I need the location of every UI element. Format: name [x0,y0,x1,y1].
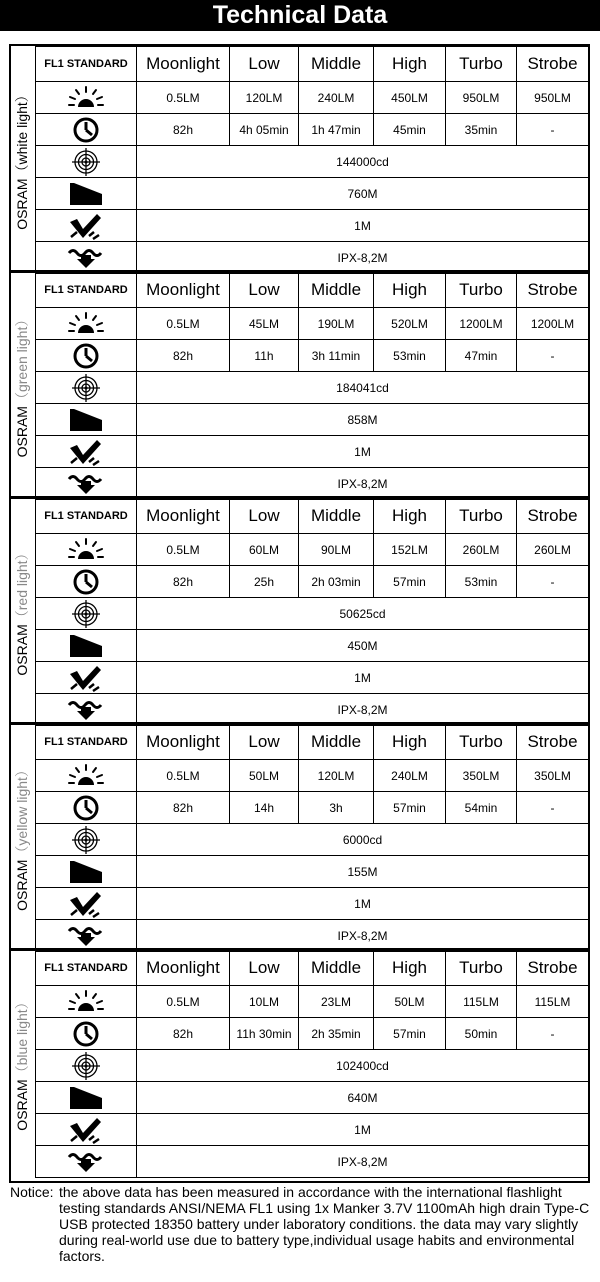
impact-row [36,436,589,468]
runtime-value: 82h [137,340,230,372]
output-value: 23LM [299,986,374,1018]
distance-row [36,630,589,662]
impact-icon-cell [36,210,137,242]
brand-label: OSRAM [14,177,30,230]
light-color-label: （yellow light） [14,762,30,860]
header-row [36,725,589,760]
output-value: 0.5LM [137,82,230,114]
runtime-value: 11h [230,340,299,372]
intensity-value: 50625cd [137,598,589,630]
header-row [36,951,589,986]
output-row [36,986,589,1018]
runtime-row [36,340,589,372]
runtime-value: 11h 30min [230,1018,299,1050]
output-value: 240LM [374,760,446,792]
output-value: 350LM [446,760,517,792]
spec-block [9,950,588,1175]
spec-table [35,724,589,952]
output-row [36,82,589,114]
mode-moonlight: Moonlight [137,499,230,534]
water-icon-cell [36,242,137,274]
output-value: 1200LM [446,308,517,340]
mode-turbo: Turbo [446,499,517,534]
distance-icon-cell [36,178,137,210]
impact-value: 1M [137,1114,589,1146]
intensity-icon-cell [36,372,137,404]
runtime-value: 47min [446,340,517,372]
light-label [9,272,35,497]
beam-distance-icon [68,181,104,207]
output-value: 50LM [374,986,446,1018]
water-resistance-icon [66,246,106,270]
water-row [36,920,589,952]
water-icon-cell [36,694,137,726]
output-value: 190LM [299,308,374,340]
runtime-value: - [517,566,589,598]
impact-row [36,1114,589,1146]
water-icon-cell [36,468,137,500]
runtime-value: 2h 35min [299,1018,374,1050]
runtime-clock-icon [72,568,100,596]
intensity-target-icon [71,825,101,855]
impact-resistance-icon [68,890,104,918]
runtime-value: - [517,114,589,146]
runtime-value: 3h 11min [299,340,374,372]
beam-distance-icon [68,859,104,885]
runtime-row [36,1018,589,1050]
distance-icon-cell [36,856,137,888]
lumens-burst-icon [68,764,104,788]
runtime-value: - [517,792,589,824]
runtime-row [36,566,589,598]
intensity-value: 184041cd [137,372,589,404]
page-title: Technical Data [0,0,600,31]
runtime-row [36,114,589,146]
runtime-value: - [517,1018,589,1050]
distance-row [36,178,589,210]
water-resistance-icon [66,472,106,496]
water-row [36,1146,589,1178]
impact-row [36,888,589,920]
mode-strobe: Strobe [517,499,589,534]
distance-value: 450M [137,630,589,662]
intensity-row [36,598,589,630]
runtime-value: 54min [446,792,517,824]
mode-low: Low [230,951,299,986]
light-label [9,724,35,949]
runtime-icon-cell [36,1018,137,1050]
standard-label: FL1 STANDARD [36,273,137,308]
block-separator [9,948,588,951]
runtime-value: 1h 47min [299,114,374,146]
impact-row [36,210,589,242]
brand-label: OSRAM [14,1078,30,1131]
beam-distance-icon [68,407,104,433]
runtime-value: 57min [374,792,446,824]
impact-icon-cell [36,888,137,920]
mode-turbo: Turbo [446,951,517,986]
standard-label: FL1 STANDARD [36,951,137,986]
water-resistance-icon [66,1150,106,1174]
impact-value: 1M [137,210,589,242]
water-value: IPX-8,2M [137,694,589,726]
output-value: 120LM [230,82,299,114]
water-value: IPX-8,2M [137,920,589,952]
spec-table [35,272,589,500]
spec-block [9,272,588,497]
water-icon-cell [36,1146,137,1178]
intensity-target-icon [71,1051,101,1081]
water-row [36,242,589,274]
block-separator [9,722,588,725]
lumens-burst-icon [68,538,104,562]
light-label [9,46,35,271]
mode-strobe: Strobe [517,273,589,308]
output-value: 1200LM [517,308,589,340]
impact-row [36,662,589,694]
standard-label: FL1 STANDARD [36,499,137,534]
mode-moonlight: Moonlight [137,273,230,308]
mode-low: Low [230,47,299,82]
runtime-value: - [517,340,589,372]
runtime-clock-icon [72,342,100,370]
impact-value: 1M [137,436,589,468]
output-value: 90LM [299,534,374,566]
impact-value: 1M [137,888,589,920]
runtime-value: 82h [137,792,230,824]
output-value: 520LM [374,308,446,340]
mode-turbo: Turbo [446,273,517,308]
runtime-value: 25h [230,566,299,598]
mode-moonlight: Moonlight [137,725,230,760]
output-value: 115LM [517,986,589,1018]
output-value: 120LM [299,760,374,792]
water-row [36,468,589,500]
light-color-label: （blue light） [14,994,30,1079]
mode-strobe: Strobe [517,951,589,986]
header-row [36,273,589,308]
water-resistance-icon [66,924,106,948]
runtime-row [36,792,589,824]
output-value: 350LM [517,760,589,792]
light-label [9,950,35,1175]
light-color-label: （red light） [14,545,30,624]
mode-low: Low [230,725,299,760]
light-color-label: （white light） [14,87,30,178]
output-value: 260LM [517,534,589,566]
impact-resistance-icon [68,1116,104,1144]
intensity-target-icon [71,373,101,403]
runtime-icon-cell [36,566,137,598]
runtime-value: 45min [374,114,446,146]
mode-strobe: Strobe [517,47,589,82]
output-value: 50LM [230,760,299,792]
intensity-row [36,372,589,404]
runtime-icon-cell [36,792,137,824]
mode-turbo: Turbo [446,725,517,760]
impact-value: 1M [137,662,589,694]
mode-middle: Middle [299,499,374,534]
output-icon-cell [36,308,137,340]
output-value: 152LM [374,534,446,566]
distance-row [36,856,589,888]
runtime-value: 14h [230,792,299,824]
block-separator [9,270,588,273]
water-row [36,694,589,726]
water-value: IPX-8,2M [137,242,589,274]
runtime-value: 57min [374,1018,446,1050]
output-icon-cell [36,534,137,566]
impact-icon-cell [36,662,137,694]
runtime-value: 53min [374,340,446,372]
impact-resistance-icon [68,212,104,240]
mode-moonlight: Moonlight [137,47,230,82]
output-value: 0.5LM [137,534,230,566]
intensity-target-icon [71,599,101,629]
output-value: 950LM [446,82,517,114]
impact-resistance-icon [68,664,104,692]
runtime-value: 4h 05min [230,114,299,146]
intensity-icon-cell [36,1050,137,1082]
lumens-burst-icon [68,312,104,336]
output-icon-cell [36,82,137,114]
runtime-value: 82h [137,1018,230,1050]
runtime-value: 50min [446,1018,517,1050]
spec-block [9,724,588,949]
brand-label: OSRAM [14,623,30,676]
intensity-value: 102400cd [137,1050,589,1082]
runtime-icon-cell [36,340,137,372]
distance-icon-cell [36,1082,137,1114]
intensity-target-icon [71,147,101,177]
distance-row [36,404,589,436]
mode-low: Low [230,499,299,534]
mode-high: High [374,47,446,82]
runtime-value: 57min [374,566,446,598]
spec-table [35,46,589,274]
mode-moonlight: Moonlight [137,951,230,986]
intensity-value: 144000cd [137,146,589,178]
standard-label: FL1 STANDARD [36,725,137,760]
brand-label: OSRAM [14,859,30,911]
mode-low: Low [230,273,299,308]
output-value: 260LM [446,534,517,566]
distance-value: 760M [137,178,589,210]
lumens-burst-icon [68,86,104,110]
output-value: 240LM [299,82,374,114]
runtime-value: 3h [299,792,374,824]
runtime-clock-icon [72,116,100,144]
runtime-icon-cell [36,114,137,146]
header-row [36,499,589,534]
light-color-label: （green light） [14,312,30,406]
runtime-value: 2h 03min [299,566,374,598]
notice-label: Notice: [10,1184,54,1200]
beam-distance-icon [68,1085,104,1111]
mode-middle: Middle [299,725,374,760]
runtime-value: 82h [137,566,230,598]
distance-icon-cell [36,630,137,662]
intensity-value: 6000cd [137,824,589,856]
output-value: 115LM [446,986,517,1018]
output-value: 10LM [230,986,299,1018]
distance-value: 640M [137,1082,589,1114]
output-value: 45LM [230,308,299,340]
runtime-value: 82h [137,114,230,146]
brand-label: OSRAM [14,405,30,457]
mode-turbo: Turbo [446,47,517,82]
impact-icon-cell [36,436,137,468]
spec-block [9,498,588,723]
lumens-burst-icon [68,990,104,1014]
mode-strobe: Strobe [517,725,589,760]
impact-icon-cell [36,1114,137,1146]
light-label [9,498,35,723]
distance-icon-cell [36,404,137,436]
mode-high: High [374,273,446,308]
mode-high: High [374,951,446,986]
runtime-value: 35min [446,114,517,146]
output-row [36,308,589,340]
distance-value: 155M [137,856,589,888]
intensity-icon-cell [36,824,137,856]
intensity-row [36,146,589,178]
water-icon-cell [36,920,137,952]
distance-row [36,1082,589,1114]
spec-block [9,46,588,271]
distance-value: 858M [137,404,589,436]
output-value: 450LM [374,82,446,114]
output-value: 0.5LM [137,308,230,340]
spec-table [35,498,589,726]
notice [10,1184,595,1264]
output-value: 60LM [230,534,299,566]
intensity-row [36,1050,589,1082]
output-icon-cell [36,986,137,1018]
intensity-icon-cell [36,598,137,630]
mode-middle: Middle [299,47,374,82]
output-row [36,760,589,792]
output-value: 0.5LM [137,760,230,792]
water-resistance-icon [66,698,106,722]
water-value: IPX-8,2M [137,1146,589,1178]
output-value: 950LM [517,82,589,114]
mode-middle: Middle [299,273,374,308]
output-row [36,534,589,566]
intensity-icon-cell [36,146,137,178]
output-icon-cell [36,760,137,792]
mode-middle: Middle [299,951,374,986]
runtime-value: 53min [446,566,517,598]
water-value: IPX-8,2M [137,468,589,500]
runtime-clock-icon [72,794,100,822]
mode-high: High [374,725,446,760]
notice-text: the above data has been measured in accordance with the international flashlight testing standards ANSI/NEMA FL1 using 1x Manker 3.7V 1100mAh high drain Type-C USB protected 18350 battery under laboratory conditions. the data may vary slightly during real-world use due to battery type,individual usage habits and environmental factors. [59,1184,590,1264]
standard-label: FL1 STANDARD [36,47,137,82]
impact-resistance-icon [68,438,104,466]
block-separator [9,496,588,499]
output-value: 0.5LM [137,986,230,1018]
spec-table [35,950,589,1178]
header-row [36,47,589,82]
runtime-clock-icon [72,1020,100,1048]
intensity-row [36,824,589,856]
beam-distance-icon [68,633,104,659]
mode-high: High [374,499,446,534]
